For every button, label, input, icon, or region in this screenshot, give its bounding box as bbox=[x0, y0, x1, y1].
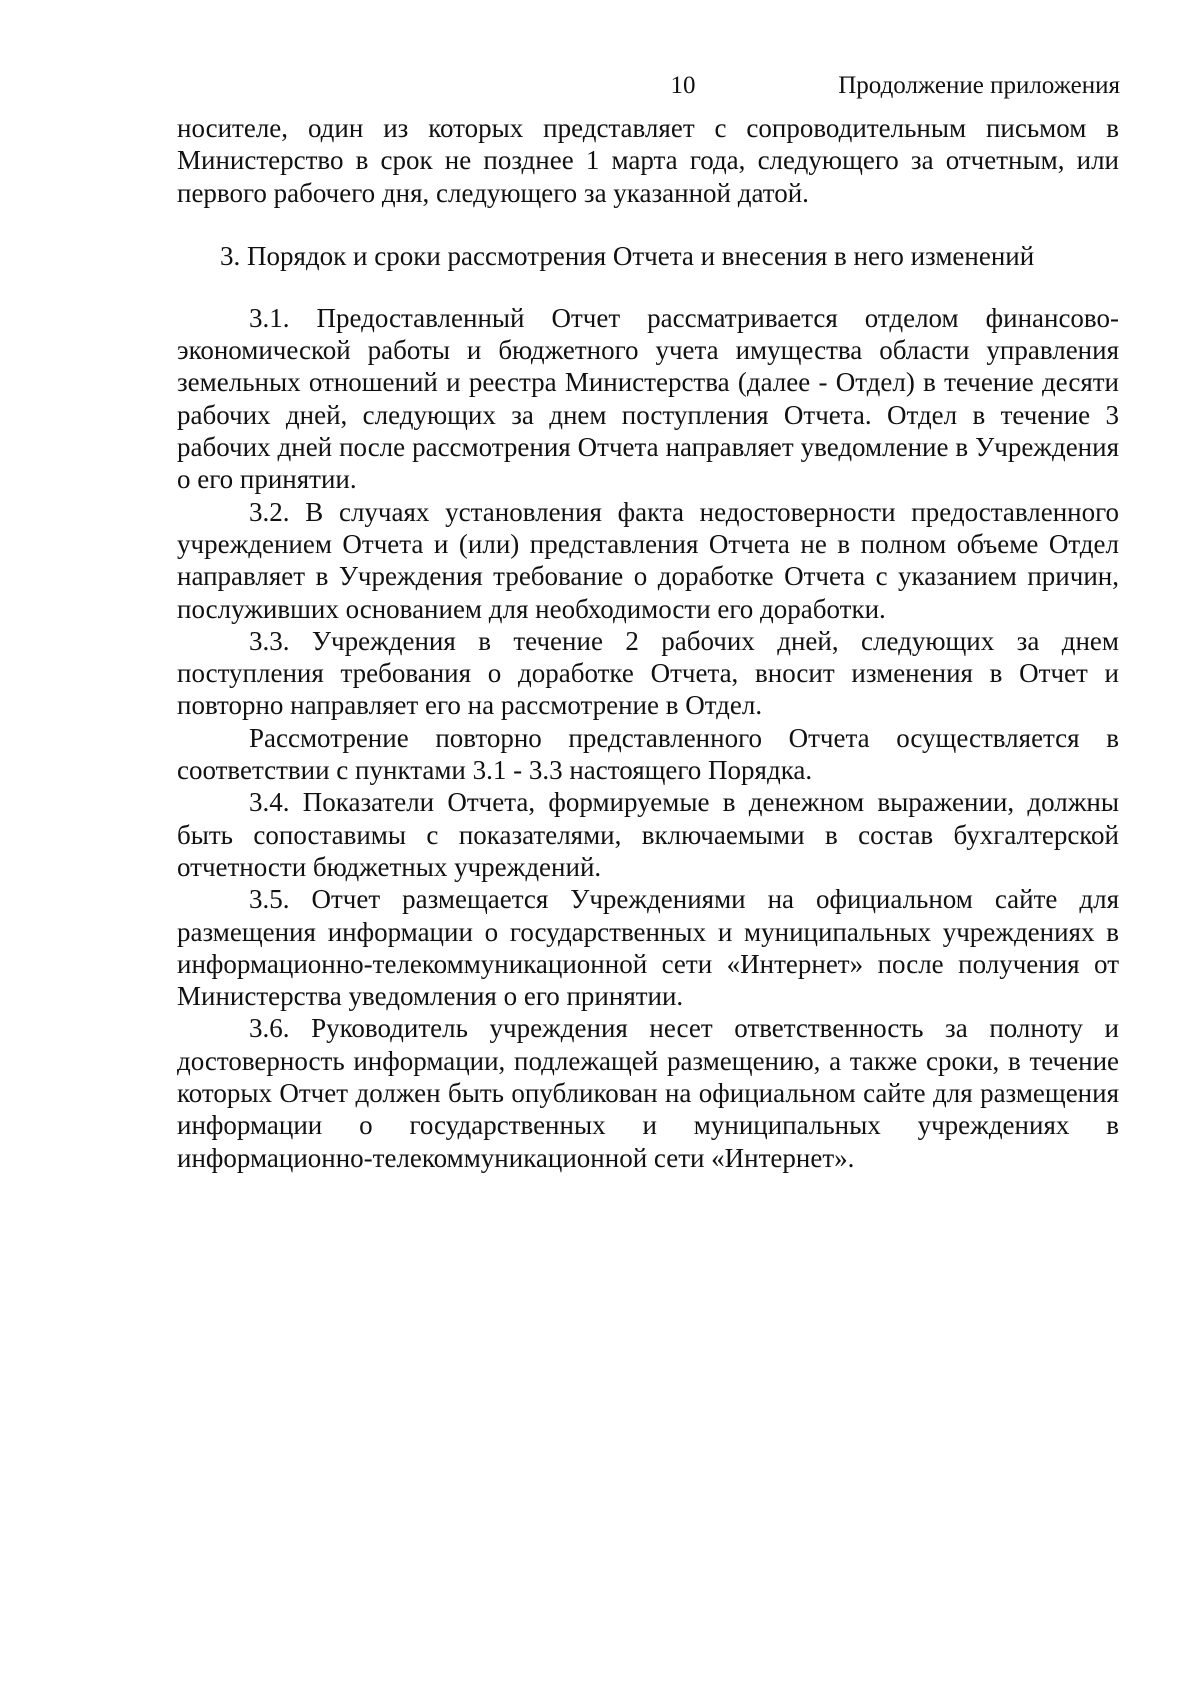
paragraph-resubmission: Рассмотрение повторно представленного Отчета осуществляется в соответствии с пунктами 3.1 - 3.3 настоящего Порядка. bbox=[177, 722, 1119, 786]
continuation-paragraph: носителе, один из которых представляет с сопроводительным письмом в Министерство в срок не позднее 1 марта года, следующего за отчетным, или первого рабочего дня, следующего за указанной датой. bbox=[177, 113, 1119, 208]
document-body bbox=[177, 112, 1119, 1174]
paragraph-3-6: 3.6. Руководитель учреждения несет ответственность за полноту и достоверность информации, подлежащей размещению, а также сроки, в течение которых Отчет должен быть опубликован на официальном сайте для размещения информации о государственных и муниципальных учреждениях в информационно-телекоммуникационной сети «Интернет». bbox=[177, 1013, 1119, 1173]
paragraph-3-3: 3.3. Учреждения в течение 2 рабочих дней, следующих за днем поступления требования о доработке Отчета, вносит изменения в Отчет и повторно направляет его на рассмотрение в Отдел. bbox=[177, 625, 1119, 721]
paragraph-3-2: 3.2. В случаях установления факта недостоверности предоставленного учреждением Отчета и (или) представления Отчета не в полном объеме Отдел направляет в Учреждения требование о доработке Отчета с указанием причин, послуживших основанием для необходимости его доработки. bbox=[177, 496, 1119, 624]
paragraph-3-5: 3.5. Отчет размещается Учреждениями на официальном сайте для размещения информации о государственных и муниципальных учреждениях в информационно-телекоммуникационной сети «Интернет» после получения от Министерства уведомления о его принятии. bbox=[177, 884, 1119, 1012]
page-number: 10 bbox=[670, 72, 696, 99]
running-header: Продолжение приложения bbox=[838, 72, 1120, 99]
section-heading: 3. Порядок и сроки рассмотрения Отчета и внесения в него изменений bbox=[220, 240, 1035, 271]
paragraph-3-4: 3.4. Показатели Отчета, формируемые в денежном выражении, должны быть сопоставимы с показателями, включаемыми в состав бухгалтерской отчетности бюджетных учреждений. bbox=[177, 787, 1119, 882]
paragraph-3-1: 3.1. Предоставленный Отчет рассматривается отделом финансово-экономической работы и бюджетного учета имущества области управления земельных отношений и реестра Министерства (далее - Отдел) в течение десяти рабочих дней, следующих за днем поступления Отчета. Отдел в течение 3 рабочих дней после рассмотрения Отчета направляет уведомление в Учреждения о его принятии. bbox=[177, 302, 1119, 495]
